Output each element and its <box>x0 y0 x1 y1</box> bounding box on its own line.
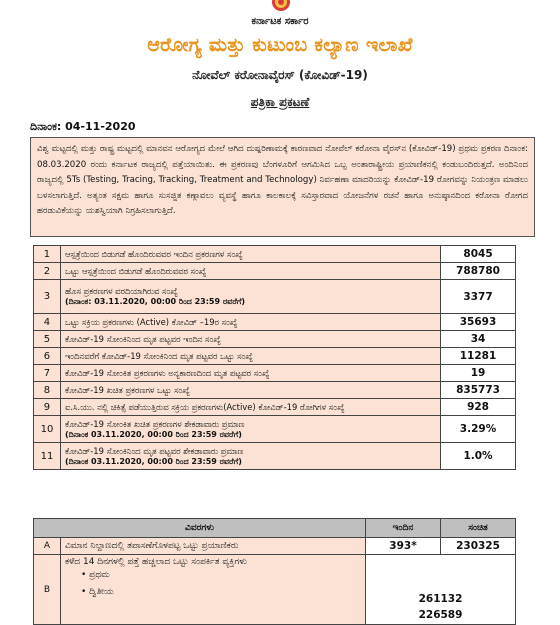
row-value: 35693 <box>441 314 516 331</box>
row-description-text: ಕೋವಿಡ್-19 ಸೋಂಕಿನಿಂದ ಮೃತ ಪಟ್ಟವರ ಇಂದಿನ ಸಂಖ್ಯೆ <box>64 333 221 344</box>
table-row <box>34 443 516 470</box>
row-number: 11 <box>34 443 61 470</box>
row-value: 928 <box>441 399 516 416</box>
row-number: 4 <box>34 314 61 331</box>
list-item: • ದ್ವಿತೀಯ <box>81 587 114 597</box>
row-value: 835773 <box>441 382 516 399</box>
row-description-text: ಆಸ್ಪತ್ರೆಯಿಂದ ಬಿಡುಗಡೆ ಹೊಂದಿರುವವರ ಇಂದಿನ ಪ್ರಕರಣಗಳ ಸಂಖ್ಯೆ <box>64 248 243 259</box>
table-row <box>34 280 516 314</box>
contact-values <box>366 555 516 625</box>
row-description <box>60 399 440 416</box>
row-description-text: ಕೋವಿಡ್-19 ಸೋಂಕಿತ ಪ್ರಕರಣಗಳು ಅನ್ಯಕಾರಣದಿಂದ ಮೃತ ಪಟ್ಟವರ ಸಂಖ್ಯೆ <box>64 367 270 378</box>
statistics-table <box>33 245 516 470</box>
row-value: 788780 <box>441 263 516 280</box>
header-details: ವಿವರಗಳು <box>34 519 366 538</box>
page-header <box>0 0 560 120</box>
intro-paragraph: ವಿಶ್ವ ಮಟ್ಟದಲ್ಲಿ ಮತ್ತು ರಾಷ್ಟ್ರ ಮಟ್ಟದಲ್ಲಿ ಮಾನವನ ಆರೋಗ್ಯದ ಮೇಲೆ ಆಗಿದ ದುಷ್ಪರಿಣಾಮಕ್ಕೆ ಕಾರಣವಾದ ನೋವೆಲ್ ಕರೋನಾ ವೈರಸ್‌ನ (ಕೋವಿಡ್-19) ಪ್ರಥಮ ಪ್ರಕರಣ ದಿನಾಂಕ: 08.03.2020 ರಂದು ಕರ್ನಾಟಕ ರಾಜ್ಯದಲ್ಲಿ ಪತ್ತೆಯಾಯಿತು. ಈ ಪ್ರಕರಣವು ಬೆಂಗಳೂರಿಗೆ ಆಗಮಿಸಿದ ಒಬ್ಬ ಅಂತಾರಾಷ್ಟ್ರೀಯ ಪ್ರಯಾಣಿಕನಲ್ಲಿ ಕಂಡುಬಂದಿರುತ್ತದೆ. ಅಂದಿನಿಂದ ರಾಜ್ಯದಲ್ಲಿ 5Ts (Testing, Tracing, Tracking, Treatment and Technology) ನಿರ್ವಹಣಾ ಮಾದರಿಯನ್ನು ಕೋವಿಡ್-19 ರೋಗವನ್ನು ನಿಯಂತ್ರಣ ಮಾಡಲು ಬಳಸಲಾಗುತ್ತಿದೆ. ಅತ್ಯಂತ ಸಕ್ಷಮ ಹಾಗೂ ಸುಸಜ್ಜಿತ ಕಣ್ಗಾವಲು ವ್ಯವಸ್ಥೆ ಹಾಗೂ ಕಾಲಕಾಲಕ್ಕೆ ಸವಿಸ್ತಾರವಾದ ಯೋಜನೆಗಳ ರಚನೆ ಹಾಗೂ ಅನುಷ್ಠಾನದಿಂದ ಕರೋನಾ ರೋಗದ ಹರಡುವಿಕೆಯನ್ನು ಯಶಸ್ವಿಯಾಗಿ ನಿಗ್ರಹಿಸಲಾಗುತ್ತಿದೆ. <box>30 137 535 237</box>
table-row <box>34 555 516 625</box>
row-description-text: ಒಟ್ಟು ಸಕ್ರಿಯ ಪ್ರಕರಣಗಳು (Active) ಕೋವಿಡ್ –19ರ ಸಂಖ್ಯೆ <box>64 316 238 327</box>
row-number: B <box>34 555 61 625</box>
table-row <box>34 365 516 382</box>
row-description <box>60 348 440 365</box>
row-value: 19 <box>441 365 516 382</box>
row-number: 7 <box>34 365 61 382</box>
row-description <box>60 382 440 399</box>
row-date-note: (ದಿನಾಂಕ 03.11.2020, 00:00 ರಿಂದ 23:59 ರವರೆಗೆ) <box>64 429 242 439</box>
row-description-text: ಹೊಸ ಪ್ರಕರಣಗಳ ವರದಿಯಾಗಿರುವ ಸಂಖ್ಯೆ <box>64 286 178 296</box>
details-table <box>33 518 516 625</box>
bullet-label: ದ್ವಿತೀಯ <box>89 587 114 597</box>
row-number: 8 <box>34 382 61 399</box>
row-b-description: ಕಳೆದ 14 ದಿನಗಳಲ್ಲಿ ಪತ್ತೆ ಹಚ್ಚಲಾದ ಒಟ್ಟು ಸಂಪರ್ಕಿತ ವ್ಯಕ್ತಿಗಳು <box>65 557 247 567</box>
row-description-text: ಕೋವಿಡ್-19 ಸೋಂಕಿತ ಖಚಿತ ಪ್ರಕರಣಗಳ ಶೇಕಡಾವಾರು ಪ್ರಮಾಣ <box>64 418 245 429</box>
row-description <box>60 331 440 348</box>
header-today: ಇಂದಿನ <box>366 519 441 538</box>
row-date-note: (ದಿನಾಂಕ 03.11.2020, 00:00 ರಿಂದ 23:59 ರವರೆಗೆ) <box>64 456 242 466</box>
press-release-title: ಪತ್ರಿಕಾ ಪ್ರಕಟಣೆ <box>250 95 310 109</box>
table-row <box>34 399 516 416</box>
row-value: 11281 <box>441 348 516 365</box>
row-value: 34 <box>441 331 516 348</box>
contact-value-primary: 261132 <box>418 593 463 605</box>
row-description-text: ಇಂದಿನವರೆಗೆ ಕೋವಿಡ್-19 ಸೋಂಕಿನಿಂದ ಮೃತ ಪಟ್ಟವರ ಒಟ್ಟು ಸಂಖ್ಯೆ <box>64 350 253 361</box>
row-number: 6 <box>34 348 61 365</box>
row-description <box>60 365 440 382</box>
table-row <box>34 382 516 399</box>
karnataka-emblem-icon <box>266 0 296 14</box>
table-row <box>34 331 516 348</box>
row-description <box>60 280 440 314</box>
government-name: ಕರ್ನಾಟಕ ಸರ್ಕಾರ <box>251 16 309 27</box>
row-number: 9 <box>34 399 61 416</box>
table-row <box>34 246 516 263</box>
row-description-text: ಒಟ್ಟು ಆಸ್ಪತ್ರೆಯಿಂದ ಬಿಡುಗಡೆ ಹೊಂದಿರುವವರ ಸಂಖ್ಯೆ <box>64 265 207 276</box>
row-description-text: ಐ.ಸಿ.ಯು. ನಲ್ಲಿ ಚಿಕಿತ್ಸೆ ಪಡೆಯುತ್ತಿರುವ ಸಕ್ರಿಯ ಪ್ರಕರಣಗಳು(Active) ಕೋವಿಡ್-19 ರೋಗಿಗಳ ಸಂಖ್ಯೆ <box>64 401 345 412</box>
row-value: 3.29% <box>441 416 516 443</box>
table-row <box>34 416 516 443</box>
row-description <box>60 314 440 331</box>
row-number: 10 <box>34 416 61 443</box>
row-description-text: ಕೋವಿಡ್-19 ಖಚಿತ ಪ್ರಕರಣಗಳ ಒಟ್ಟು ಸಂಖ್ಯೆ <box>64 384 190 395</box>
bullet-label: ಪ್ರಥಮ <box>89 570 110 580</box>
row-description <box>60 443 440 470</box>
row-number: A <box>34 538 61 555</box>
table-row <box>34 538 516 555</box>
row-description-text: ಕೋವಿಡ್-19 ಸೋಂಕಿನಿಂದ ಮೃತ ಪಟ್ಟವರ ಶೇಕಡಾವಾರು ಪ್ರಮಾಣ <box>64 445 244 456</box>
table-row <box>34 348 516 365</box>
cumulative-value: 230325 <box>441 538 516 555</box>
today-value: 393* <box>366 538 441 555</box>
header-cumulative: ಸಂಚಿತ <box>441 519 516 538</box>
row-value: 8045 <box>441 246 516 263</box>
table-row <box>34 263 516 280</box>
subject-title: ನೋವೆಲ್ ಕರೋನಾವೈರಸ್ (ಕೋವಿಡ್-19) <box>192 68 368 82</box>
row-value: 3377 <box>441 280 516 314</box>
department-title: ಆರೋಗ್ಯ ಮತ್ತು ಕುಟುಂಬ ಕಲ್ಯಾಣ ಇಲಾಖೆ <box>147 34 413 56</box>
row-description: ವಿಮಾನ ನಿಲ್ದಾಣದಲ್ಲಿ ತಪಾಸಣೆಗೊಳಪಟ್ಟ ಒಟ್ಟು ಪ್ರಯಾಣಿಕರು <box>61 538 366 555</box>
row-number: 1 <box>34 246 61 263</box>
row-description <box>60 246 440 263</box>
row-description <box>61 555 366 625</box>
contact-value-secondary: 226589 <box>418 609 463 621</box>
row-value: 1.0% <box>441 443 516 470</box>
row-number: 3 <box>34 280 61 314</box>
table-row <box>34 314 516 331</box>
row-date-note: (ದಿನಾಂಕ: 03.11.2020, 00:00 ರಿಂದ 23:59 ರವರೆಗೆ) <box>64 297 246 306</box>
list-item: • ಪ್ರಥಮ <box>81 570 110 580</box>
row-description <box>60 416 440 443</box>
row-description <box>60 263 440 280</box>
row-number: 2 <box>34 263 61 280</box>
row-number: 5 <box>34 331 61 348</box>
date-line: ದಿನಾಂಕ: 04-11-2020 <box>30 120 136 133</box>
